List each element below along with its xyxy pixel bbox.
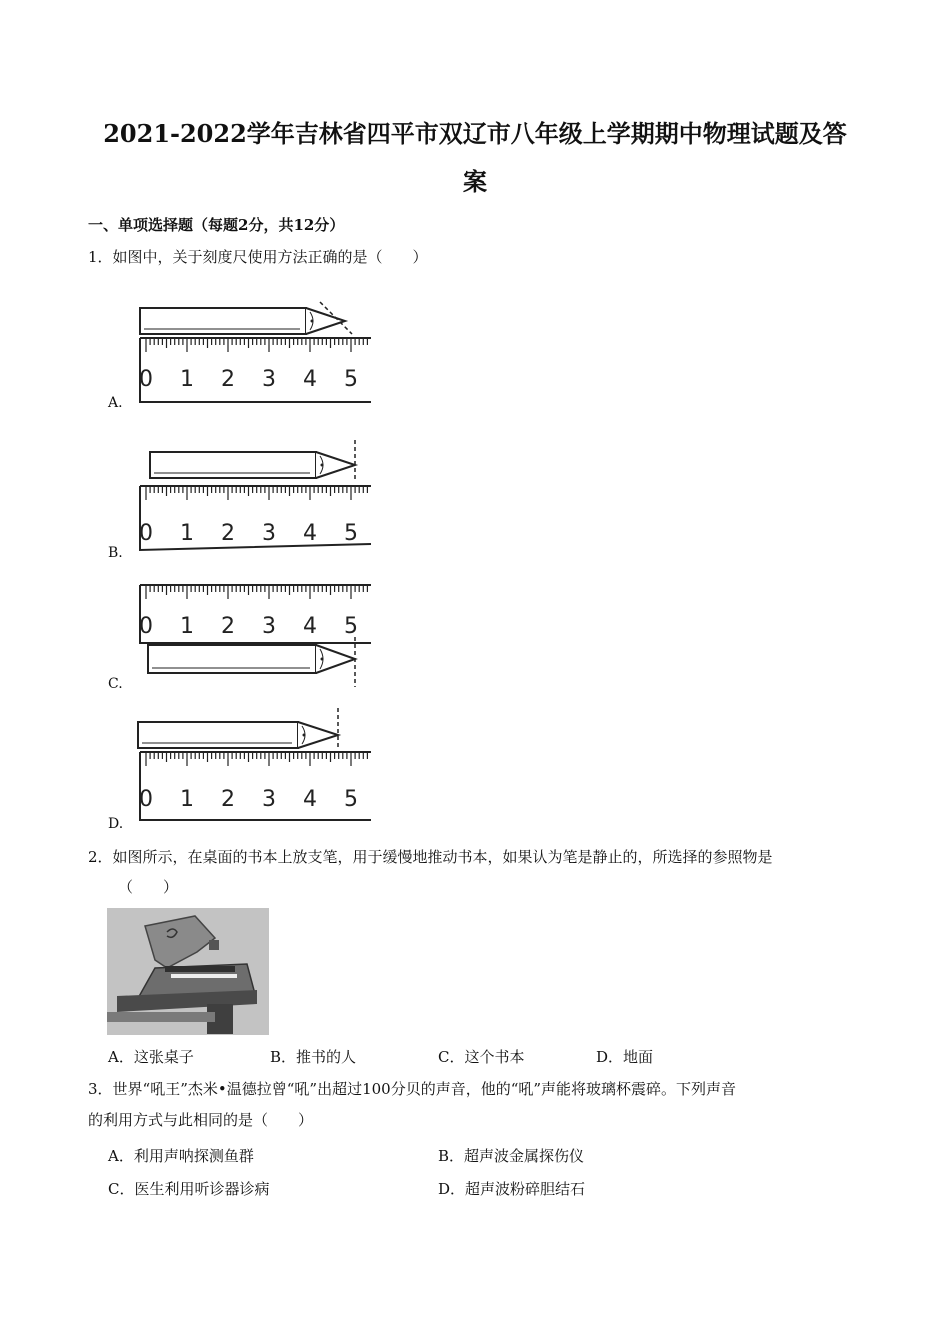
ruler-number: 3 xyxy=(262,787,276,812)
figure-label-a: A. xyxy=(108,395,123,411)
ruler-number: 2 xyxy=(221,614,235,639)
ruler-number: 5 xyxy=(344,367,358,392)
ruler-outline xyxy=(140,752,371,820)
pencil-body xyxy=(140,308,306,334)
ruler-number: 4 xyxy=(303,521,317,546)
ruler-number: 0 xyxy=(139,521,153,546)
q3-option-b: B．超声波金属探伤仪 xyxy=(438,1147,585,1165)
ruler-number: 1 xyxy=(180,787,194,812)
q3-option-a: A．利用声呐探测鱼群 xyxy=(108,1147,254,1165)
ruler-number: 0 xyxy=(139,614,153,639)
question-3-text-line1: 3．世界“吼王”杰米•温德拉曾“吼”出超过100分贝的声音，他的“吼”声能将玻璃杯震碎。下列声音 xyxy=(88,1080,737,1098)
section-heading: 一、单项选择题（每题2分，共12分） xyxy=(88,216,345,234)
ruler-number: 3 xyxy=(262,521,276,546)
q3-option-c: C．医生利用听诊器诊病 xyxy=(108,1180,270,1198)
document-title-line2: 案 xyxy=(463,167,487,196)
question-3-text-line2: 的利用方式与此相同的是（ ） xyxy=(88,1111,314,1129)
ruler-figure-b xyxy=(130,440,380,555)
pencil-dot xyxy=(311,320,314,323)
ruler-number: 4 xyxy=(303,787,317,812)
figure-label-c: C. xyxy=(108,676,123,692)
ruler-number: 1 xyxy=(180,521,194,546)
question-2-text-line1: 2．如图所示，在桌面的书本上放支笔，用于缓慢地推动书本，如果认为笔是静止的，所选择的参照物是 xyxy=(88,848,773,866)
ruler-number: 2 xyxy=(221,367,235,392)
ruler-number: 4 xyxy=(303,367,317,392)
ruler-group xyxy=(139,585,371,687)
ruler-number: 3 xyxy=(262,367,276,392)
ruler-number: 5 xyxy=(344,614,358,639)
ruler-group xyxy=(139,440,371,550)
ruler-number: 1 xyxy=(180,614,194,639)
ruler-number: 0 xyxy=(139,787,153,812)
q2-option-d: D．地面 xyxy=(596,1048,654,1066)
document-title-line1: 2021-2022学年吉林省四平市双辽市八年级上学期期中物理试题及答 xyxy=(103,119,847,148)
q2-option-c: C．这个书本 xyxy=(438,1048,525,1066)
pencil-dot xyxy=(303,734,306,737)
ruler-outline xyxy=(140,585,371,643)
ruler-number: 5 xyxy=(344,521,358,546)
pencil-body xyxy=(138,722,298,748)
ruler-number: 1 xyxy=(180,367,194,392)
question-1-text: 1．如图中，关于刻度尺使用方法正确的是（ ） xyxy=(88,248,428,266)
figure-label-d: D. xyxy=(108,816,124,832)
ruler-number: 2 xyxy=(221,787,235,812)
ruler-outline xyxy=(140,486,371,550)
pencil-body xyxy=(150,452,316,478)
ruler-number: 2 xyxy=(221,521,235,546)
q2-option-b: B．推书的人 xyxy=(270,1048,357,1066)
ruler-figure-a xyxy=(130,298,380,408)
figure-label-b: B. xyxy=(108,545,123,561)
pencil-dot xyxy=(321,464,324,467)
q2-option-a: A．这张桌子 xyxy=(108,1048,194,1066)
question-2-text-line2: （ ） xyxy=(118,878,179,896)
pencil-body xyxy=(148,645,316,673)
ruler-figure-d xyxy=(130,708,380,826)
ruler-number: 5 xyxy=(344,787,358,812)
ruler-figure-c xyxy=(130,575,380,690)
ruler-number: 4 xyxy=(303,614,317,639)
ruler-number: 3 xyxy=(262,614,276,639)
q3-option-d: D．超声波粉碎胆结石 xyxy=(438,1180,586,1198)
book-pen-photo xyxy=(107,908,269,1035)
ruler-group xyxy=(138,708,371,820)
pencil-dot xyxy=(321,658,324,661)
ruler-number: 0 xyxy=(139,367,153,392)
ruler-group xyxy=(139,302,371,402)
ruler-outline xyxy=(140,338,371,402)
